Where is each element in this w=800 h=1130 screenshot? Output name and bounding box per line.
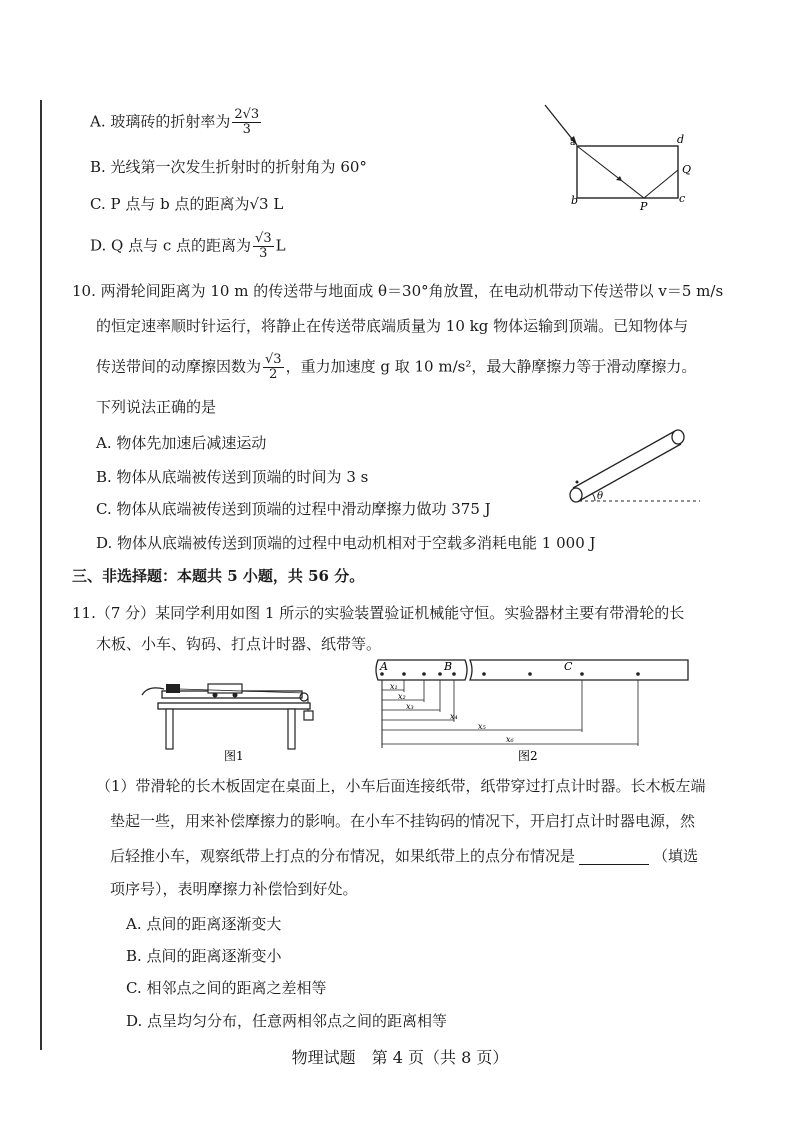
label-a: a [570, 138, 576, 148]
point-B: B [444, 660, 453, 673]
theta-label: θ [597, 491, 604, 502]
q9-option-d: D. Q 点与 c 点的距离为 $\frac{√3}{3}$ L [90, 231, 286, 261]
q11-part1-line2: 垫起一些，用来补偿摩擦力的影响。在小车不挂钩码的情况下，开启打点计时器电源，然 [110, 812, 696, 830]
fig2-caption: 图2 [518, 749, 538, 763]
q11-part1-line1: （1）带滑轮的长木板固定在桌面上，小车后面连接纸带，纸带穿过打点计时器。长木板左端 [96, 777, 706, 795]
q11-option-d: D. 点呈均匀分布，任意两相邻点之间的距离相等 [126, 1012, 448, 1030]
q10-line2: 的恒定速率顺时针运行，将静止在传送带底端质量为 10 kg 物体运输到顶端。已知物体与 [96, 317, 689, 335]
q9-option-b: B. 光线第一次发生折射时的折射角为 60° [90, 158, 367, 176]
q10-option-b: B. 物体从底端被传送到顶端的时间为 3 s [96, 468, 369, 486]
dist-x6: x₆ [506, 735, 514, 744]
dist-x3: x₃ [406, 702, 414, 711]
q11-part1-line3: 后轻推小车，观察纸带上打点的分布情况，如果纸带上的点分布情况是 （填选 [110, 847, 699, 865]
q10-option-c: C. 物体从底端被传送到顶端的过程中滑动摩擦力做功 375 J [96, 500, 491, 518]
dist-x2: x₂ [398, 692, 406, 701]
q11-figure2-tape [370, 656, 690, 766]
binding-margin-line [40, 100, 42, 1050]
section3-heading: 三、非选择题：本题共 5 小题，共 56 分。 [72, 567, 365, 585]
q11-part1-line4: 项序号），表明摩擦力补偿恰到好处。 [110, 880, 358, 898]
q11-figure1 [140, 675, 340, 765]
page-footer: 物理试题 第 4 页（共 8 页） [291, 1048, 509, 1067]
q10-line3: 传送带间的动摩擦因数为 $\frac{√3}{2}$ ，重力加速度 g 取 10 m/s²，最大静摩擦力等于滑动摩擦力。 [96, 352, 697, 382]
point-A: A [380, 660, 388, 673]
answer-blank[interactable] [579, 850, 649, 865]
q9-option-a: A. 玻璃砖的折射率为 $\frac{2√3}{3}$ [90, 107, 260, 137]
q9-option-c: C. P 点与 b 点的距离为√3 L [90, 195, 284, 213]
q11-line1: 11.（7 分）某同学利用如图 1 所示的实验装置验证机械能守恒。实验器材主要有带滑轮的长 [72, 604, 685, 622]
label-Q: Q [682, 163, 692, 176]
label-d: d [677, 133, 685, 146]
q11-option-a: A. 点间的距离逐渐变大 [126, 915, 282, 933]
dist-x4: x₄ [450, 712, 458, 721]
label-P: P [640, 200, 648, 210]
q11-option-b: B. 点间的距离逐渐变小 [126, 947, 282, 965]
q11-line2: 木板、小车、钩码、打点计时器、纸带等。 [96, 635, 382, 653]
q10-option-a: A. 物体先加速后减速运动 [96, 434, 267, 452]
dist-x5: x₅ [478, 722, 486, 731]
label-b: b [571, 194, 579, 207]
fig1-caption: 图1 [224, 749, 244, 763]
q10-line1: 10. 两滑轮间距离为 10 m 的传送带与地面成 θ＝30°角放置，在电动机带动下传送带以 v＝5 m/s [72, 282, 724, 300]
q10-option-d: D. 物体从底端被传送到顶端的过程中电动机相对于空载多消耗电能 1 000 J [96, 534, 596, 552]
conveyor-figure [555, 425, 705, 510]
q10-prompt: 下列说法正确的是 [96, 398, 217, 416]
dist-x1: x₁ [390, 682, 398, 691]
q9-glass-figure [530, 100, 710, 210]
q11-option-c: C. 相邻点之间的距离之差相等 [126, 979, 327, 997]
label-c: c [679, 192, 686, 205]
point-C: C [564, 660, 573, 673]
